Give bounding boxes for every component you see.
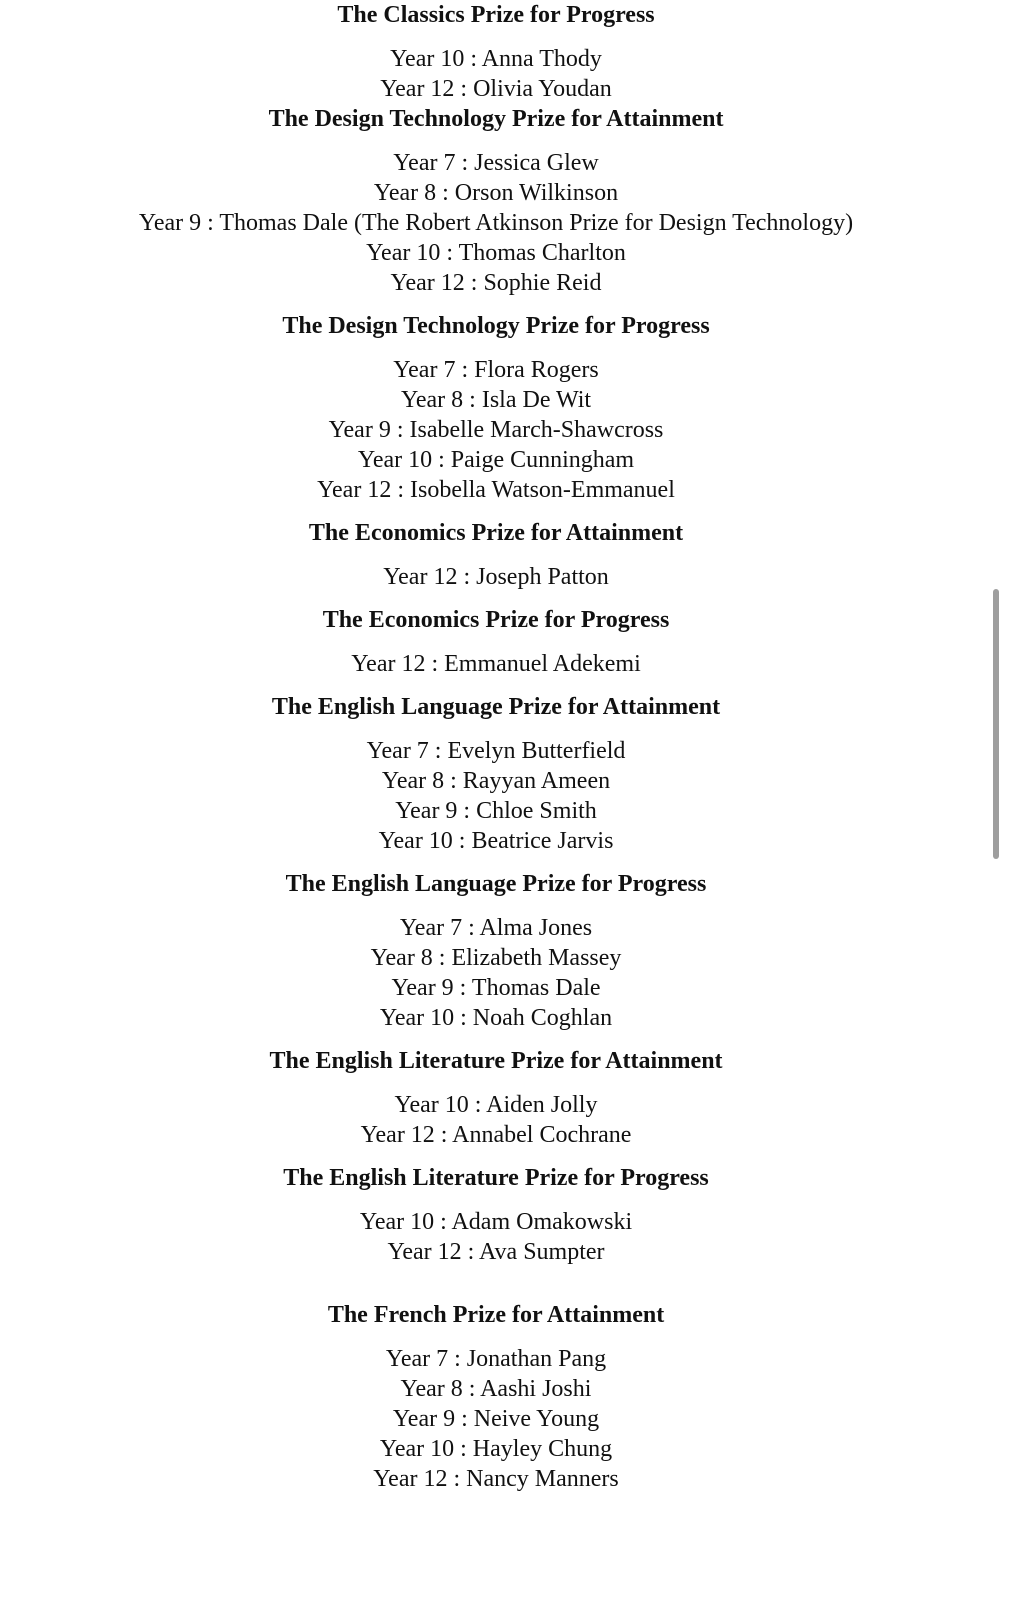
winner-entry: Year 7 : Flora Rogers	[393, 357, 599, 383]
winner-entry: Year 10 : Beatrice Jarvis	[378, 828, 614, 854]
winner-entry: Year 9 : Chloe Smith	[395, 798, 597, 824]
winner-entry: Year 10 : Noah Coghlan	[379, 1005, 613, 1031]
prize-heading: The French Prize for Attainment	[327, 1302, 665, 1328]
vertical-scrollbar[interactable]	[993, 589, 999, 859]
winner-entry: Year 10 : Anna Thody	[390, 46, 602, 72]
winner-list	[0, 649, 992, 679]
winner-list	[0, 1090, 992, 1150]
prize-section-english-literature-progress	[0, 1163, 992, 1267]
prize-heading: The English Language Prize for Attainment	[271, 694, 721, 720]
prize-heading: The English Language Prize for Progress	[285, 871, 707, 897]
winner-list	[0, 913, 992, 1033]
winner-entry: Year 8 : Elizabeth Massey	[370, 945, 622, 971]
winner-entry: Year 12 : Nancy Manners	[373, 1466, 619, 1492]
winner-entry: Year 12 : Isobella Watson-Emmanuel	[317, 477, 675, 503]
winner-list	[0, 355, 992, 505]
winner-list	[0, 1344, 992, 1494]
prize-heading: The Classics Prize for Progress	[337, 2, 655, 28]
winner-list	[0, 148, 992, 298]
winner-entry: Year 10 : Thomas Charlton	[366, 240, 626, 266]
winner-list	[0, 736, 992, 856]
winner-entry: Year 7 : Alma Jones	[399, 915, 593, 941]
prize-section-dt-attainment	[0, 104, 992, 298]
winner-entry: Year 10 : Paige Cunningham	[357, 447, 635, 473]
winner-entry: Year 10 : Hayley Chung	[379, 1436, 613, 1462]
prize-heading: The Design Technology Prize for Attainment	[268, 106, 724, 132]
prize-section-english-language-progress	[0, 869, 992, 1033]
winner-entry: Year 12 : Olivia Youdan	[380, 76, 612, 102]
prize-heading: The Design Technology Prize for Progress	[282, 313, 710, 339]
prize-section-french-attainment	[0, 1300, 992, 1494]
winner-entry: Year 8 : Aashi Joshi	[400, 1376, 592, 1402]
winner-entry: Year 12 : Sophie Reid	[390, 270, 602, 296]
prize-section-classics-progress	[0, 0, 992, 104]
winner-entry: Year 8 : Orson Wilkinson	[373, 180, 619, 206]
winner-list	[0, 1207, 992, 1267]
winner-list	[0, 44, 992, 104]
winner-entry: Year 7 : Evelyn Butterfield	[366, 738, 626, 764]
winner-entry: Year 7 : Jonathan Pang	[385, 1346, 607, 1372]
prize-heading: The Economics Prize for Attainment	[308, 520, 684, 546]
winner-entry: Year 8 : Isla De Wit	[400, 387, 592, 413]
prize-section-economics-progress	[0, 605, 992, 679]
winner-entry: Year 10 : Aiden Jolly	[394, 1092, 598, 1118]
winner-entry: Year 7 : Jessica Glew	[393, 150, 599, 176]
winner-entry: Year 9 : Thomas Dale (The Robert Atkinson Prize for Design Technology)	[138, 210, 854, 236]
winner-entry: Year 9 : Thomas Dale	[391, 975, 601, 1001]
prize-section-english-literature-attainment	[0, 1046, 992, 1150]
winner-entry: Year 9 : Isabelle March-Shawcross	[328, 417, 664, 443]
prize-heading: The English Literature Prize for Progress	[283, 1165, 709, 1191]
prize-section-dt-progress	[0, 311, 992, 505]
winner-entry: Year 12 : Joseph Patton	[383, 564, 609, 590]
winner-entry: Year 12 : Annabel Cochrane	[360, 1122, 632, 1148]
prize-section-economics-attainment	[0, 518, 992, 592]
winner-entry: Year 8 : Rayyan Ameen	[381, 768, 611, 794]
winner-list	[0, 562, 992, 592]
winner-entry: Year 12 : Emmanuel Adekemi	[351, 651, 641, 677]
winner-entry: Year 10 : Adam Omakowski	[359, 1209, 633, 1235]
prize-heading: The Economics Prize for Progress	[322, 607, 670, 633]
winner-entry: Year 9 : Neive Young	[392, 1406, 600, 1432]
winner-entry: Year 12 : Ava Sumpter	[387, 1239, 605, 1265]
prize-heading: The English Literature Prize for Attainment	[269, 1048, 723, 1074]
prize-section-english-language-attainment	[0, 692, 992, 856]
